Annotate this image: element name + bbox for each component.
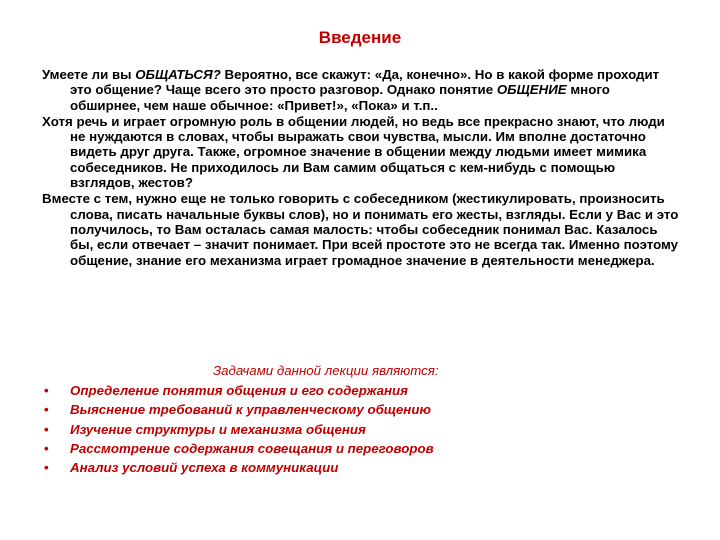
tasks-list: [40, 381, 680, 477]
paragraph-text: много обширнее, чем наше обычное: «Привет!», «Пока» и т.п..: [70, 82, 610, 113]
paragraph-1: [42, 67, 682, 113]
intro-text: [42, 67, 682, 269]
paragraph-text: Хотя речь и играет огромную роль в общении людей, но ведь все прекрасно знают, что люди не нуждаются в словах, чтобы выражать свои чувства, мысли. Им вполне достаточно видеть друг друга. Также, огромное значение в общении между людьми имеет мимика собеседников. Не приходилось ли Вам самим общаться с кем-нибудь с помощью взглядов, жестов?: [42, 113, 665, 191]
list-item: [40, 439, 680, 458]
list-item: [40, 400, 680, 419]
task-text: Рассмотрение содержания совещания и переговоров: [70, 440, 434, 456]
list-item: [40, 420, 680, 439]
paragraph-2: [42, 114, 682, 190]
bullet-icon: •: [44, 383, 49, 399]
paragraph-text: Умеете ли вы: [42, 67, 136, 82]
task-text: Выяснение требований к управленческому общению: [70, 402, 431, 418]
paragraph-3: [42, 191, 682, 267]
bullet-icon: •: [44, 402, 49, 418]
emphasis-text: ОБЩЕНИЕ: [496, 82, 567, 98]
slide-title: Введение: [318, 28, 402, 47]
task-text: Изучение структуры и механизма общения: [70, 421, 366, 437]
paragraph-text: Вероятно, все скажут: «Да, конечно». Но в какой форме проходит это общение? Чаще всего это просто разговор. Однако понятие: [70, 67, 660, 98]
tasks-heading: Задачами данной лекции являются:: [213, 363, 439, 378]
emphasis-text: ОБЩАТЬСЯ?: [135, 67, 221, 82]
paragraph-text: Вместе с тем, нужно еще не только говорить с собеседником (жестикулировать, произносить слова, писать начальные буквы слов), но и понимать его жесты, взгляды. Если у Вас и это получилось, то Вам осталась самая малость: чтобы собеседник понимал Вас. Казалось бы, если отвечает – значит понимает. При всей простоте это не всегда так. Именно поэтому общение, знание его механизма играет громадное значение в деятельности менеджера.: [42, 191, 679, 268]
list-item: [40, 381, 680, 400]
tasks-section: [40, 361, 680, 477]
bullet-icon: •: [44, 421, 49, 437]
bullet-icon: •: [44, 460, 49, 476]
task-text: Анализ условий успеха в коммуникации: [70, 460, 339, 476]
list-item: [40, 458, 680, 477]
bullet-icon: •: [44, 440, 49, 456]
task-text: Определение понятия общения и его содержания: [70, 383, 408, 399]
